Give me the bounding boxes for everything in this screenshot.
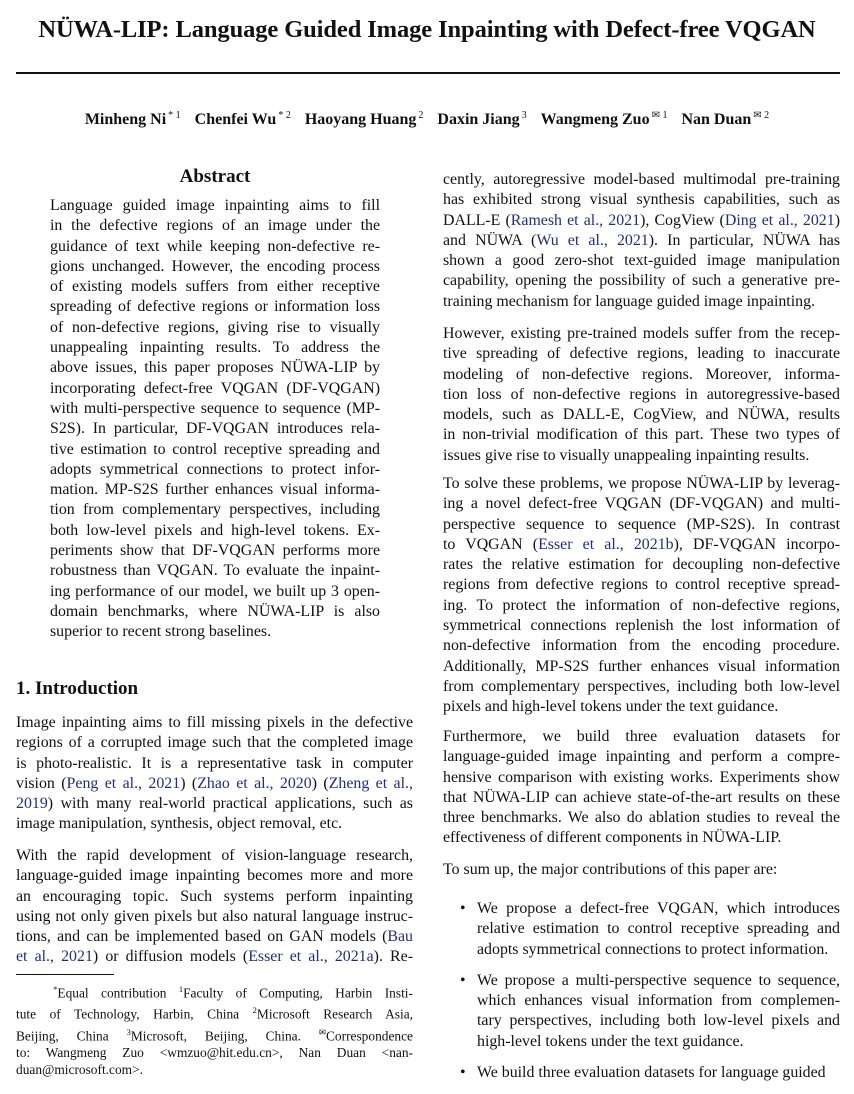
text-line: three benchmarks. We also do ablation studies to reveal the (443, 809, 840, 827)
text-line: with multi-perspective sequence to sequence (MP- (50, 399, 380, 417)
author-list (0, 110, 854, 129)
text-line: regions from defective regions to control receptive spread- (443, 576, 840, 594)
text-line: To sum up, the major contributions of this paper are: (443, 861, 778, 878)
text-line: domain benchmarks, where NÜWA-LIP is also (50, 602, 380, 620)
text-line: in the defective regions of an image under the (50, 217, 380, 235)
text-span: Equal contribution (57, 985, 179, 1001)
text-line: duan@microsoft.com>. (16, 1061, 143, 1077)
text-line: above issues, this paper proposes NÜWA-LIP by (50, 359, 380, 377)
text-line: an encouraging topic. Such systems perform inpainting (16, 887, 413, 905)
contributions-list (443, 899, 840, 1094)
text-line: incorporating defect-free VQGAN (DF-VQGAN) (50, 379, 380, 397)
abstract-heading: Abstract (179, 166, 251, 187)
text-line: models, such as DALL-E, CogView, and NÜWA, results (443, 406, 840, 424)
contribution-item (443, 1063, 840, 1083)
text-line: non-defective information from the encoding procedure. (443, 637, 840, 655)
text-line: both low-level pixels and high-level tokens. Ex- (50, 521, 380, 539)
paper-title: NÜWA-LIP: Language Guided Image Inpainting with Defect-free VQGAN (38, 16, 816, 43)
text-line: relative estimation to control receptive spreading and (477, 920, 840, 938)
text-line: adopts symmetrical connections to protect infor- (50, 460, 380, 478)
affiliation-marks: ✉ 2 (753, 110, 770, 121)
text-span: ) ( (311, 774, 329, 792)
citation-link[interactable]: Zheng et al., (328, 774, 413, 792)
text-line: pixels and high-level tokens under the text guidance. (443, 698, 779, 716)
text-line: has exhibited strong visual synthesis capabilities, such as (443, 191, 840, 209)
author (541, 111, 668, 128)
text-span: ). In particular, NÜWA has (648, 231, 841, 249)
text-span: Correspondence (325, 1028, 413, 1043)
text-span: to VQGAN ( (443, 535, 539, 553)
text-line: ing performance of our model, we built up 3 open- (50, 582, 380, 600)
footnote (16, 981, 413, 1078)
text-line (16, 794, 413, 814)
author-name: Nan Duan (681, 111, 752, 129)
text-line: spreading of defective regions or information loss (50, 298, 380, 316)
footnote-rule (16, 974, 114, 975)
footnote-mark: 3 (126, 1026, 131, 1037)
text-line: adopts symmetrical connections to protect information. (477, 940, 829, 958)
text-line: language-guided image inpainting and perform a compre- (443, 748, 840, 766)
mail-icon: ✉ (318, 1026, 326, 1037)
text-line (443, 535, 840, 555)
citation-link[interactable]: Esser et al., 2021a (248, 948, 374, 966)
text-span: ). Re- (373, 948, 413, 966)
citation-link[interactable]: Wu et al., 2021 (536, 231, 649, 249)
text-line: unappealing inpainting results. To address the (50, 339, 380, 357)
text-line (16, 774, 413, 794)
footnote-mark: 2 (252, 1005, 257, 1016)
text-line: effectiveness of different components in NÜWA-LIP. (443, 829, 782, 847)
text-span: ) (834, 211, 840, 229)
introduction-paragraph-1 (16, 713, 413, 835)
text-line (16, 981, 413, 1002)
affiliation-marks: * 2 (278, 110, 291, 121)
author-name: Haoyang Huang (304, 111, 417, 129)
text-line: training mechanism for language guided image inpainting. (443, 292, 816, 310)
text-line: to: Wangmeng Zuo <wmzuo@hit.edu.cn>, Nan Duan <nan- (16, 1044, 413, 1060)
text-line (16, 1024, 413, 1045)
text-line: ing a novel defect-free VQGAN (DF-VQGAN) and multi- (443, 495, 840, 513)
text-line: mation. MP-S2S further enhances visual informa- (50, 481, 380, 499)
text-line: which enhances visual information from complemen- (477, 992, 840, 1010)
right-paragraph-4 (443, 727, 840, 849)
affiliation-marks: 3 (521, 110, 527, 121)
text-line: We propose a defect-free VQGAN, which introduces (477, 900, 840, 917)
text-line: periments show that DF-VQGAN performs more (50, 542, 380, 560)
contributions-intro (443, 860, 840, 880)
text-line: gions unchanged. However, the encoding process (50, 257, 380, 275)
citation-link[interactable]: et al., 2021 (16, 948, 93, 966)
text-line (443, 211, 840, 231)
text-line: cently, autoregressive model-based multimodal pre-training (443, 171, 840, 188)
bullet-icon: • (460, 900, 466, 917)
citation-link[interactable]: 2019 (16, 795, 48, 813)
affiliation-marks: ✉ 1 (651, 110, 668, 121)
text-line: of non-defective regions, giving rise to visually (50, 318, 380, 336)
text-line: robustness than VQGAN. To evaluate the inpaint- (50, 562, 380, 580)
text-span: DALL-E ( (443, 211, 511, 229)
text-span: ) ( (180, 774, 198, 792)
text-line: is photo-realistic. It is a representative task in computer (16, 754, 413, 772)
title-rule (16, 72, 840, 74)
text-line (16, 947, 413, 967)
text-line: To solve these problems, we propose NÜWA-LIP by leverag- (443, 475, 840, 492)
text-line: from complementary perspectives, including both low-level (443, 677, 840, 695)
abstract-body (50, 196, 380, 643)
text-line: superior to recent strong baselines. (50, 623, 272, 641)
introduction-paragraph-2 (16, 846, 413, 968)
text-line: tive estimation to control receptive spreading and (50, 440, 380, 458)
text-span: Microsoft, Beijing, China. (130, 1028, 319, 1043)
author (681, 111, 769, 128)
contribution-item (443, 899, 840, 960)
text-span: Faculty of Computing, Harbin Insti- (183, 985, 413, 1001)
right-paragraph-2 (443, 324, 840, 466)
affiliation-marks: 2 (418, 110, 424, 121)
text-line: issues give rise to visually unappealing inpainting results. (443, 446, 810, 464)
author (85, 111, 181, 128)
text-line: language-guided image inpainting becomes more and more (16, 867, 413, 885)
author-name: Daxin Jiang (437, 111, 520, 129)
text-line: tary perspectives, including both low-level pixels and (477, 1012, 840, 1030)
citation-link[interactable]: Bau (387, 928, 413, 946)
bullet-icon: • (460, 971, 466, 989)
text-line: capability, opening the possibility of such a generative pre- (443, 272, 840, 290)
footnote-mark: 1 (178, 984, 184, 994)
text-line (443, 231, 840, 251)
text-line: tion loss of non-defective regions in autoregressive-based (443, 385, 840, 403)
text-span: tute of Technology, Harbin, China (16, 1006, 253, 1022)
text-line (16, 1002, 413, 1023)
text-line: tion from complementary perspectives, including (50, 501, 380, 519)
right-paragraph-3 (443, 474, 840, 718)
text-line (16, 927, 413, 947)
text-line: using not only given pixels but also natural language instruc- (16, 907, 413, 925)
text-span: Microsoft Research Asia, (256, 1006, 413, 1022)
author (195, 111, 291, 128)
text-line: Furthermore, we build three evaluation datasets for (443, 728, 840, 745)
author (437, 111, 526, 128)
citation-link[interactable]: Peng et al., 2021 (66, 774, 181, 792)
footnote-mark: * (53, 984, 58, 994)
text-span: and NÜWA ( (443, 231, 537, 249)
text-line: in non-trivial modification of this part. These two types of (443, 426, 840, 444)
text-line: We build three evaluation datasets for language guided (477, 1064, 826, 1082)
text-line: high-level tokens under the text guidance. (477, 1032, 744, 1050)
contribution-item (443, 971, 840, 1052)
author (305, 111, 424, 128)
author-name: Wangmeng Zuo (540, 111, 650, 129)
text-line: Additionally, MP-S2S further enhances visual information (443, 657, 840, 675)
citation-link[interactable]: Esser et al., 2021b (538, 535, 674, 553)
text-line: that NÜWA-LIP can achieve state-of-the-art results on these (443, 788, 840, 806)
text-line: S2S). In particular, DF-VQGAN introduces rela- (50, 420, 380, 438)
affiliation-marks: * 1 (168, 110, 181, 121)
text-line: perspective sequence to sequence (MP-S2S). In contrast (443, 515, 840, 533)
text-line: Image inpainting aims to fill missing pixels in the defective (16, 714, 413, 731)
text-line: tive spreading of defective regions, leading to inaccurate (443, 345, 840, 363)
text-line: With the rapid development of vision-language research, (16, 847, 413, 864)
author-name: Minheng Ni (84, 111, 167, 129)
citation-link[interactable]: Zhao et al., 2020 (197, 774, 312, 792)
text-line: However, existing pre-trained models suffer from the recep- (443, 325, 840, 342)
text-span: vision ( (16, 774, 67, 792)
text-line: of existing models suffers from either receptive (50, 278, 380, 296)
text-span: ) or diffusion models ( (92, 948, 249, 966)
text-line: hensive comparison with existing works. Experiments show (443, 768, 840, 786)
text-line: rates the relative estimation for decoupling non-defective (443, 556, 840, 574)
text-line: Language guided image inpainting aims to fill (50, 197, 380, 214)
text-span: tions, and can be implemented based on GAN models ( (16, 928, 388, 946)
text-line: ing. To protect the information of non-defective regions, (443, 596, 840, 614)
text-span: ), CogView ( (640, 211, 725, 229)
text-line: image manipulation, synthesis, object removal, etc. (16, 815, 343, 833)
text-line: symmetrical connections replenish the lost information of (443, 617, 840, 635)
text-line: guidance of text while keeping non-defective re- (50, 237, 380, 255)
bullet-icon: • (460, 1064, 466, 1082)
author-name: Chenfei Wu (194, 111, 277, 129)
text-line: shown a good zero-shot text-guided image manipulation (443, 252, 840, 270)
text-line: We propose a multi-perspective sequence to sequence, (477, 971, 840, 989)
text-span: ) with many real-world practical applications, such as (47, 795, 413, 813)
text-span: Beijing, China (16, 1028, 127, 1043)
citation-link[interactable]: Ding et al., 2021 (724, 211, 835, 229)
citation-link[interactable]: Ramesh et al., 2021 (510, 211, 641, 229)
introduction-heading: 1. Introduction (16, 678, 139, 699)
text-line: modeling of non-defective regions. Moreover, informa- (443, 365, 840, 383)
text-line: regions of a corrupted image such that the completed image (16, 734, 413, 752)
right-paragraph-1 (443, 170, 840, 312)
text-span: ), DF-VQGAN incorpo- (673, 535, 840, 553)
